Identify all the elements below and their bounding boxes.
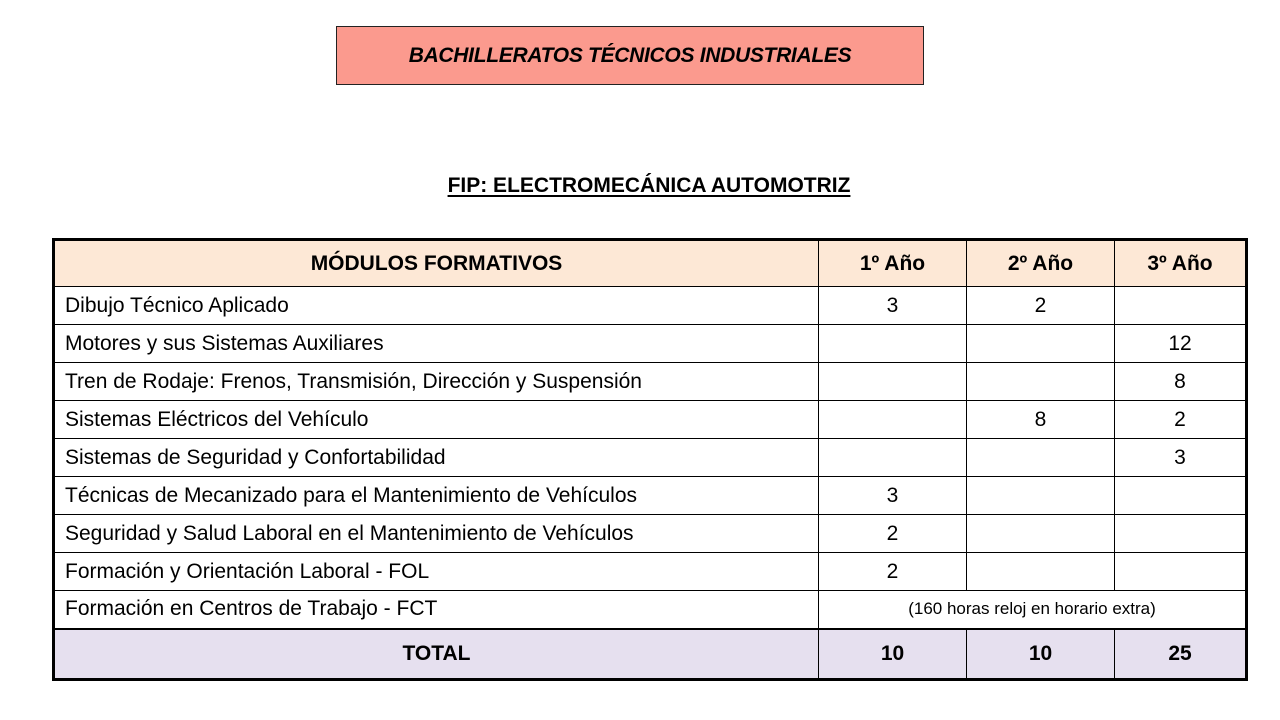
module-name: Seguridad y Salud Laboral en el Mantenimiento de Vehículos <box>54 515 819 553</box>
total-year-2: 10 <box>967 629 1115 680</box>
year-2-hours <box>967 553 1115 591</box>
table-row <box>54 553 1247 591</box>
fct-note: (160 horas reloj en horario extra) <box>819 591 1247 629</box>
module-name: Formación y Orientación Laboral - FOL <box>54 553 819 591</box>
fct-module-name: Formación en Centros de Trabajo - FCT <box>54 591 819 629</box>
banner-title: BACHILLERATOS TÉCNICOS INDUSTRIALES <box>336 26 924 85</box>
header-year-1: 1º Año <box>819 240 967 287</box>
year-1-hours <box>819 439 967 477</box>
year-3-hours <box>1115 553 1247 591</box>
year-2-hours <box>967 439 1115 477</box>
year-2-hours <box>967 515 1115 553</box>
table-row <box>54 439 1247 477</box>
module-name: Tren de Rodaje: Frenos, Transmisión, Dirección y Suspensión <box>54 363 819 401</box>
table-header-row <box>54 240 1247 287</box>
table-row <box>54 325 1247 363</box>
year-2-hours: 8 <box>967 401 1115 439</box>
module-name: Sistemas Eléctricos del Vehículo <box>54 401 819 439</box>
year-3-hours: 12 <box>1115 325 1247 363</box>
header-year-3: 3º Año <box>1115 240 1247 287</box>
year-3-hours: 3 <box>1115 439 1247 477</box>
year-1-hours: 3 <box>819 477 967 515</box>
table-row <box>54 401 1247 439</box>
year-1-hours <box>819 401 967 439</box>
header-module: MÓDULOS FORMATIVOS <box>54 240 819 287</box>
year-2-hours: 2 <box>967 287 1115 325</box>
table-row <box>54 477 1247 515</box>
header-year-2: 2º Año <box>967 240 1115 287</box>
module-name: Técnicas de Mecanizado para el Mantenimiento de Vehículos <box>54 477 819 515</box>
module-name: Motores y sus Sistemas Auxiliares <box>54 325 819 363</box>
year-1-hours <box>819 363 967 401</box>
module-name: Dibujo Técnico Aplicado <box>54 287 819 325</box>
module-name: Sistemas de Seguridad y Confortabilidad <box>54 439 819 477</box>
year-3-hours <box>1115 287 1247 325</box>
year-1-hours: 2 <box>819 553 967 591</box>
year-1-hours: 2 <box>819 515 967 553</box>
year-1-hours <box>819 325 967 363</box>
total-label: TOTAL <box>54 629 819 680</box>
fct-row <box>54 591 1247 629</box>
page-subtitle: FIP: ELECTROMECÁNICA AUTOMOTRIZ <box>447 174 851 197</box>
year-3-hours: 8 <box>1115 363 1247 401</box>
year-3-hours <box>1115 515 1247 553</box>
year-3-hours <box>1115 477 1247 515</box>
year-3-hours: 2 <box>1115 401 1247 439</box>
year-2-hours <box>967 477 1115 515</box>
modules-table <box>52 238 1248 681</box>
year-1-hours: 3 <box>819 287 967 325</box>
table-row <box>54 287 1247 325</box>
table-row <box>54 363 1247 401</box>
total-year-3: 25 <box>1115 629 1247 680</box>
year-2-hours <box>967 325 1115 363</box>
year-2-hours <box>967 363 1115 401</box>
table-row <box>54 515 1247 553</box>
total-row <box>54 629 1247 680</box>
total-year-1: 10 <box>819 629 967 680</box>
